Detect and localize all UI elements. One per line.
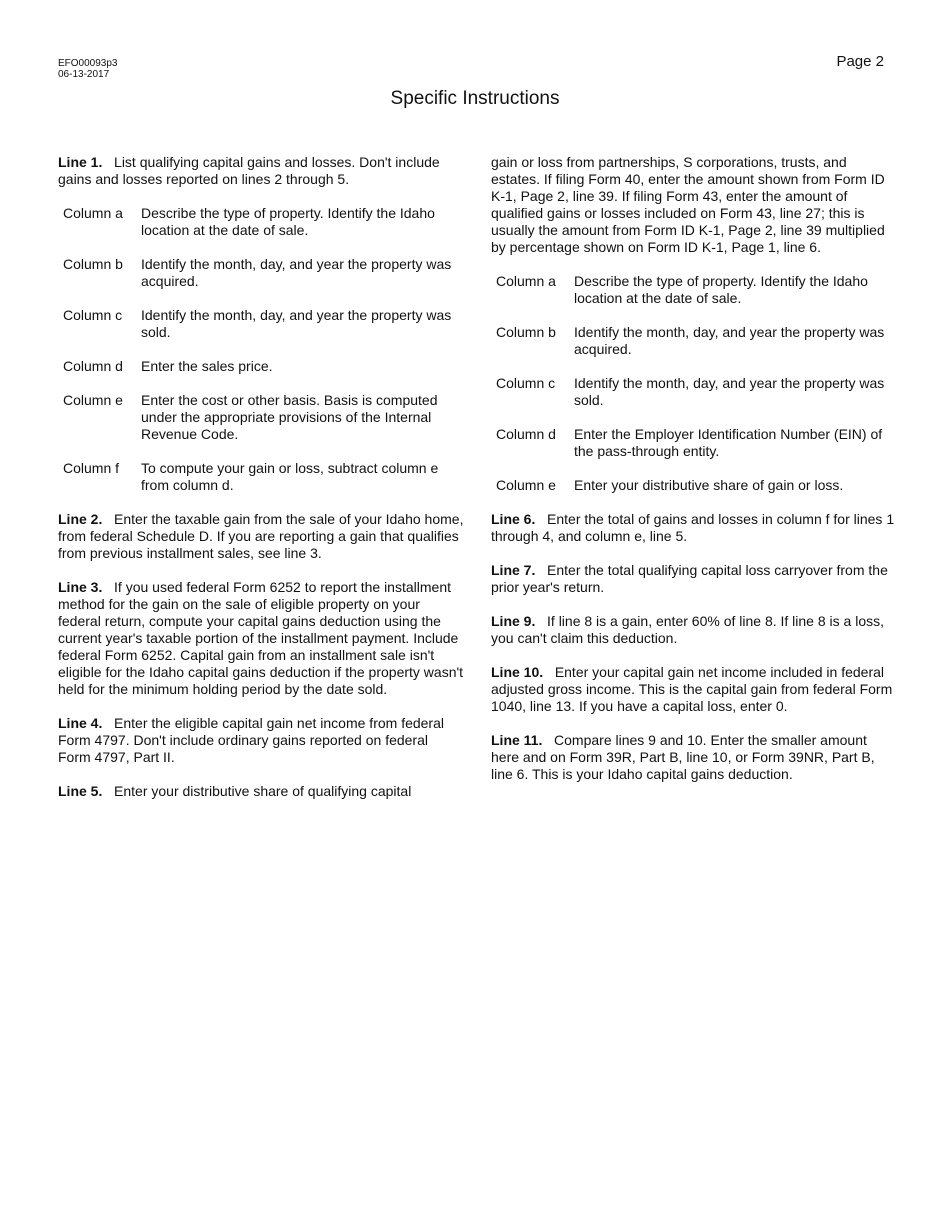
column-description: Describe the type of property. Identify the Idaho location at the date of sale.	[141, 205, 435, 238]
line-1-instruction	[58, 154, 464, 188]
line-9-text: If line 8 is a gain, enter 60% of line 8. If line 8 is a loss, you can't claim this deduction.	[491, 613, 884, 646]
page-number: Page 2	[836, 53, 884, 70]
line-11-instruction	[491, 732, 895, 783]
line-11-text: Compare lines 9 and 10. Enter the smaller amount here and on Form 39R, Part B, line 10, or Form 39NR, Part B, line 6. This is your Idaho capital gains deduction.	[491, 732, 875, 782]
form-code: EFO00093p3	[58, 58, 118, 69]
line-2-instruction	[58, 511, 464, 562]
column-name: Column d	[496, 426, 556, 442]
column-name: Column c	[496, 375, 556, 391]
line-9-instruction	[491, 613, 895, 647]
line-5-instruction	[58, 783, 464, 800]
column-name: Column a	[496, 273, 556, 289]
line-3-label: Line 3.	[58, 579, 103, 595]
line-1-column-a	[58, 205, 464, 239]
right-column	[491, 154, 895, 800]
line-1-column-d	[58, 358, 464, 375]
line-1-column-c	[58, 307, 464, 341]
line-10-text: Enter your capital gain net income included in federal adjusted gross income. This is the capital gain from federal Form 1040, line 13. If you have a capital loss, enter 0.	[491, 664, 893, 714]
line-5-text: Enter your distributive share of qualifying capital	[114, 783, 412, 799]
column-name: Column d	[63, 358, 123, 374]
line-2-label: Line 2.	[58, 511, 103, 527]
line-7-text: Enter the total qualifying capital loss carryover from the prior year's return.	[491, 562, 888, 595]
line-7-instruction	[491, 562, 895, 596]
line-3-text: If you used federal Form 6252 to report the installment method for the gain on the sale of eligible property on your federal return, compute your capital gains deduction using the current year's taxable portion of the installment payment. Include federal Form 6252. Capital gain from an installment sale isn't eligible for the Idaho capital gains deduction if the property wasn't held for the minimum holding period by the date sold.	[58, 579, 464, 697]
line-3-instruction	[58, 579, 464, 698]
line-10-instruction	[491, 664, 895, 715]
line-1-column-e	[58, 392, 464, 443]
line-5-column-c	[491, 375, 895, 409]
line-1-text: List qualifying capital gains and losses. Don't include gains and losses reported on lines 2 through 5.	[58, 154, 440, 187]
column-name: Column c	[63, 307, 123, 323]
line-4-label: Line 4.	[58, 715, 103, 731]
line-1-column-f	[58, 460, 464, 494]
line-5-column-e	[491, 477, 895, 494]
line-6-text: Enter the total of gains and losses in column f for lines 1 through 4, and column e, line 5.	[491, 511, 895, 544]
line-6-instruction	[491, 511, 895, 545]
column-description: Describe the type of property. Identify the Idaho location at the date of sale.	[574, 273, 868, 306]
column-description: Enter the Employer Identification Number (EIN) of the pass-through entity.	[574, 426, 883, 459]
column-name: Column f	[63, 460, 120, 476]
column-name: Column b	[496, 324, 556, 340]
form-date: 06-13-2017	[58, 69, 110, 80]
line-5-column-a	[491, 273, 895, 307]
line-5-column-list	[491, 273, 895, 494]
column-name: Column a	[63, 205, 123, 221]
line-2-text: Enter the taxable gain from the sale of your Idaho home, from federal Schedule D. If you are reporting a gain that qualifies from previous installment sales, see line 3.	[58, 511, 464, 561]
line-1-column-b	[58, 256, 464, 290]
line-9-label: Line 9.	[491, 613, 536, 629]
column-description: Enter the sales price.	[141, 358, 273, 374]
column-description: Identify the month, day, and year the property was acquired.	[574, 324, 885, 357]
line-4-text: Enter the eligible capital gain net income from federal Form 4797. Don't include ordinary gains reported on federal Form 4797, Part II.	[58, 715, 444, 765]
form-identifier	[58, 58, 118, 80]
line-4-instruction	[58, 715, 464, 766]
line-6-label: Line 6.	[491, 511, 536, 527]
line-7-label: Line 7.	[491, 562, 536, 578]
column-description: Identify the month, day, and year the property was acquired.	[141, 256, 452, 289]
column-description: Identify the month, day, and year the property was sold.	[141, 307, 452, 340]
line-5-label: Line 5.	[58, 783, 103, 799]
line-10-label: Line 10.	[491, 664, 544, 680]
column-description: Enter your distributive share of gain or loss.	[574, 477, 844, 493]
left-column	[58, 154, 464, 817]
line-11-label: Line 11.	[491, 732, 543, 748]
column-name: Column b	[63, 256, 123, 272]
column-name: Column e	[63, 392, 123, 408]
line-1-label: Line 1.	[58, 154, 103, 170]
page-title: Specific Instructions	[390, 88, 560, 109]
column-description: Enter the cost or other basis. Basis is computed under the appropriate provisions of the Internal Revenue Code.	[141, 392, 438, 442]
column-name: Column e	[496, 477, 556, 493]
line-5-column-d	[491, 426, 895, 460]
line-1-column-list	[58, 205, 464, 494]
column-description: To compute your gain or loss, subtract column e from column d.	[141, 460, 439, 493]
line-5-continued: gain or loss from partnerships, S corporations, trusts, and estates. If filing Form 40, enter the amount shown from Form ID K-1, Page 2, line 39. If filing Form 43, enter the amount of qualified gains or losses included on Form 43, line 27; this is usually the amount from Form ID K-1, Page 2, line 39 multiplied by percentage shown on Form ID K-1, Page 1, line 6.	[491, 154, 885, 255]
column-description: Identify the month, day, and year the property was sold.	[574, 375, 885, 408]
line-5-column-b	[491, 324, 895, 358]
